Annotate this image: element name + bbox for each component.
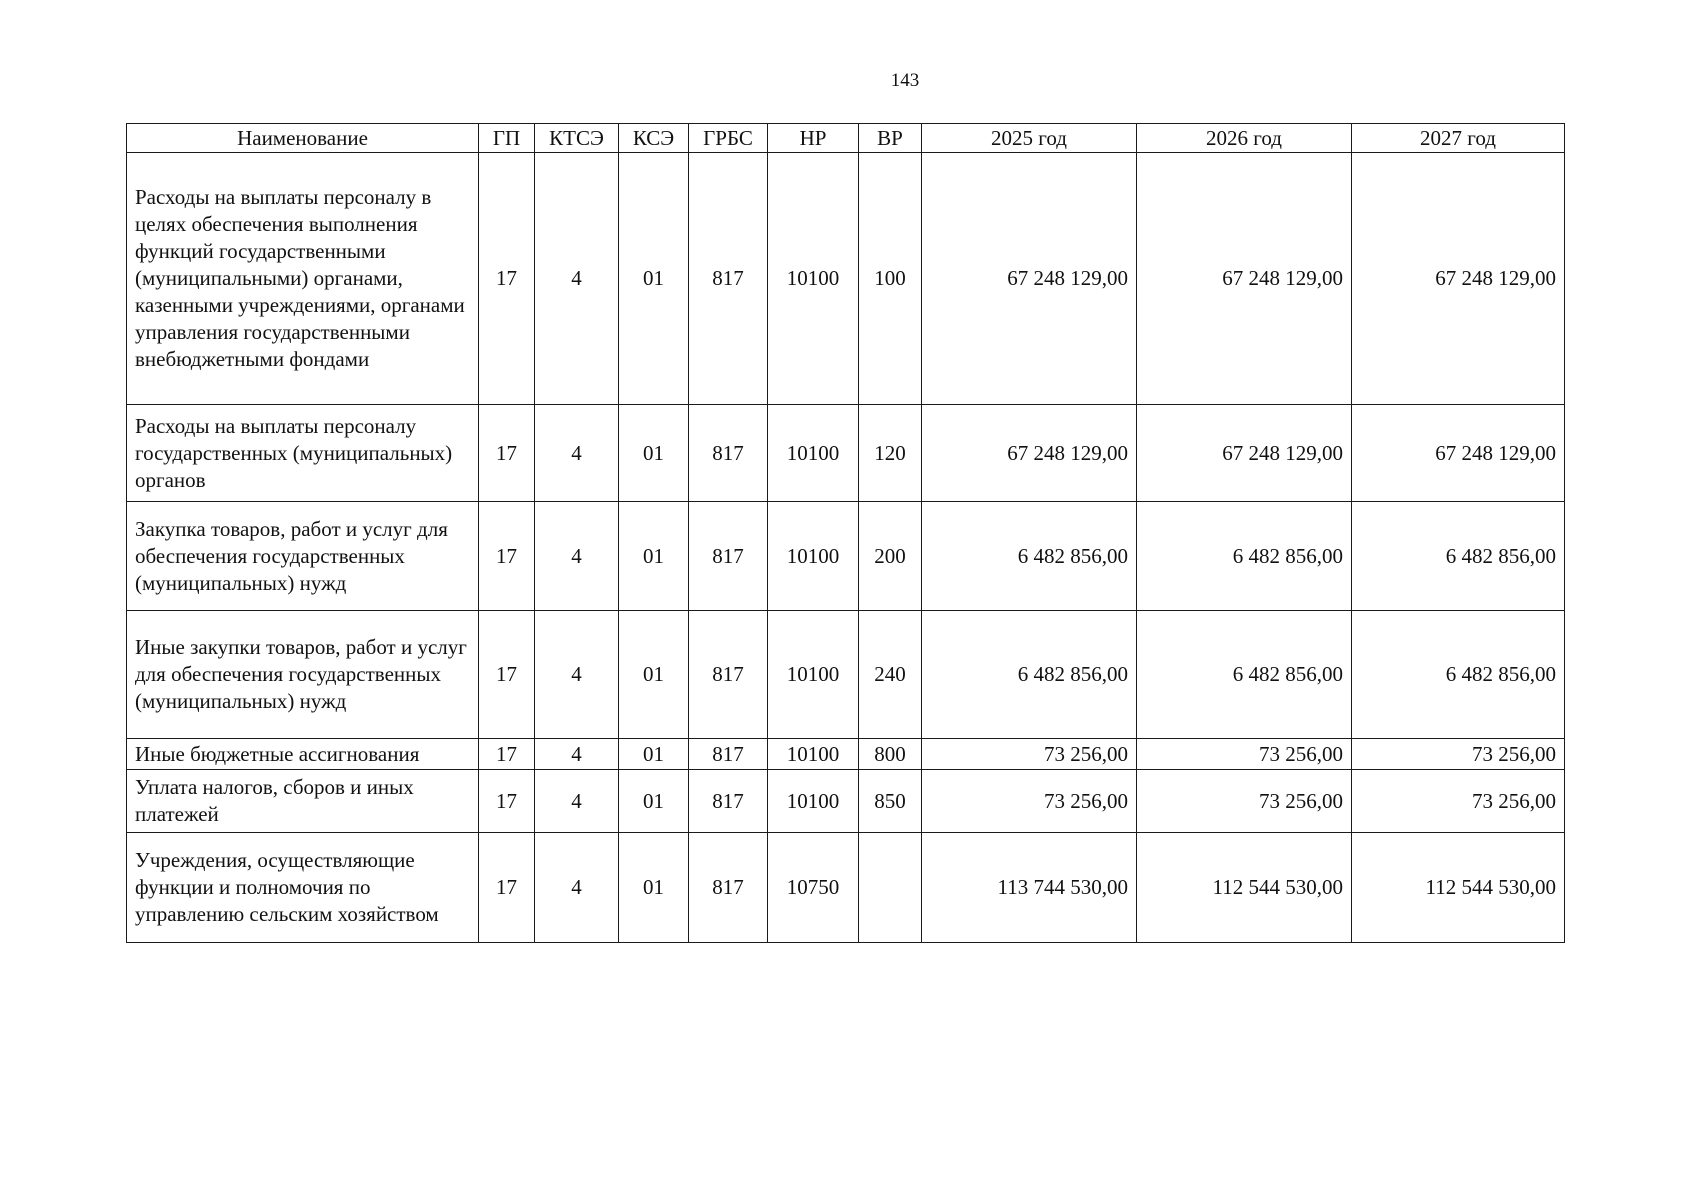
cell-2027: 112 544 530,00 — [1352, 833, 1565, 943]
cell-2027: 67 248 129,00 — [1352, 405, 1565, 502]
header-grbs: ГРБС — [689, 124, 768, 153]
header-name: Наименование — [127, 124, 479, 153]
cell-2026: 67 248 129,00 — [1137, 405, 1352, 502]
cell-name: Иные бюджетные ассигнования — [127, 739, 479, 770]
cell-2025: 113 744 530,00 — [922, 833, 1137, 943]
cell-grbs: 817 — [689, 611, 768, 739]
table-row — [127, 739, 1565, 770]
cell-kse: 01 — [619, 502, 689, 611]
cell-2026: 67 248 129,00 — [1137, 153, 1352, 405]
header-vr: ВР — [859, 124, 922, 153]
cell-2026: 6 482 856,00 — [1137, 502, 1352, 611]
cell-name: Закупка товаров, работ и услуг для обеспечения государственных (муниципальных) нужд — [127, 502, 479, 611]
cell-vr: 240 — [859, 611, 922, 739]
cell-nr: 10100 — [768, 405, 859, 502]
cell-nr: 10100 — [768, 611, 859, 739]
cell-2026: 73 256,00 — [1137, 770, 1352, 833]
cell-2025: 67 248 129,00 — [922, 153, 1137, 405]
cell-gp: 17 — [479, 833, 535, 943]
cell-vr — [859, 833, 922, 943]
cell-2026: 6 482 856,00 — [1137, 611, 1352, 739]
cell-kse: 01 — [619, 153, 689, 405]
table-row — [127, 405, 1565, 502]
cell-2025: 67 248 129,00 — [922, 405, 1137, 502]
cell-ktse: 4 — [535, 770, 619, 833]
cell-gp: 17 — [479, 153, 535, 405]
cell-2026: 73 256,00 — [1137, 739, 1352, 770]
cell-ktse: 4 — [535, 833, 619, 943]
cell-2027: 67 248 129,00 — [1352, 153, 1565, 405]
header-2027: 2027 год — [1352, 124, 1565, 153]
cell-2027: 73 256,00 — [1352, 739, 1565, 770]
cell-2025: 73 256,00 — [922, 770, 1137, 833]
cell-gp: 17 — [479, 405, 535, 502]
cell-ktse: 4 — [535, 502, 619, 611]
table-row — [127, 502, 1565, 611]
cell-ktse: 4 — [535, 739, 619, 770]
page-number: 143 — [890, 70, 920, 91]
header-2025: 2025 год — [922, 124, 1137, 153]
cell-ktse: 4 — [535, 405, 619, 502]
cell-name: Расходы на выплаты персоналу в целях обеспечения выполнения функций государственными (муниципальными) органами, казенными учреждениями, органами управления государственными внебюджетными фондами — [127, 153, 479, 405]
table-row — [127, 770, 1565, 833]
cell-grbs: 817 — [689, 153, 768, 405]
cell-nr: 10100 — [768, 770, 859, 833]
cell-kse: 01 — [619, 739, 689, 770]
cell-name: Иные закупки товаров, работ и услуг для обеспечения государственных (муниципальных) нужд — [127, 611, 479, 739]
cell-2027: 6 482 856,00 — [1352, 611, 1565, 739]
cell-2026: 112 544 530,00 — [1137, 833, 1352, 943]
cell-kse: 01 — [619, 405, 689, 502]
cell-grbs: 817 — [689, 502, 768, 611]
cell-gp: 17 — [479, 739, 535, 770]
header-kse: КСЭ — [619, 124, 689, 153]
header-nr: НР — [768, 124, 859, 153]
cell-kse: 01 — [619, 770, 689, 833]
cell-vr: 850 — [859, 770, 922, 833]
cell-gp: 17 — [479, 611, 535, 739]
header-ktse: КТСЭ — [535, 124, 619, 153]
table-row — [127, 153, 1565, 405]
cell-grbs: 817 — [689, 770, 768, 833]
cell-nr: 10100 — [768, 739, 859, 770]
cell-grbs: 817 — [689, 405, 768, 502]
cell-2025: 6 482 856,00 — [922, 611, 1137, 739]
cell-2025: 6 482 856,00 — [922, 502, 1137, 611]
cell-2027: 73 256,00 — [1352, 770, 1565, 833]
cell-gp: 17 — [479, 502, 535, 611]
header-2026: 2026 год — [1137, 124, 1352, 153]
table-row — [127, 611, 1565, 739]
cell-vr: 800 — [859, 739, 922, 770]
cell-grbs: 817 — [689, 739, 768, 770]
header-gp: ГП — [479, 124, 535, 153]
table-header-row — [127, 124, 1565, 153]
table-row — [127, 833, 1565, 943]
cell-ktse: 4 — [535, 153, 619, 405]
cell-vr: 100 — [859, 153, 922, 405]
cell-name: Расходы на выплаты персоналу государственных (муниципальных) органов — [127, 405, 479, 502]
cell-grbs: 817 — [689, 833, 768, 943]
cell-name: Уплата налогов, сборов и иных платежей — [127, 770, 479, 833]
cell-vr: 120 — [859, 405, 922, 502]
cell-nr: 10750 — [768, 833, 859, 943]
cell-nr: 10100 — [768, 502, 859, 611]
cell-ktse: 4 — [535, 611, 619, 739]
cell-nr: 10100 — [768, 153, 859, 405]
cell-kse: 01 — [619, 833, 689, 943]
cell-kse: 01 — [619, 611, 689, 739]
cell-2025: 73 256,00 — [922, 739, 1137, 770]
cell-name: Учреждения, осуществляющие функции и полномочия по управлению сельским хозяйством — [127, 833, 479, 943]
cell-gp: 17 — [479, 770, 535, 833]
budget-table — [126, 123, 1565, 943]
cell-vr: 200 — [859, 502, 922, 611]
cell-2027: 6 482 856,00 — [1352, 502, 1565, 611]
